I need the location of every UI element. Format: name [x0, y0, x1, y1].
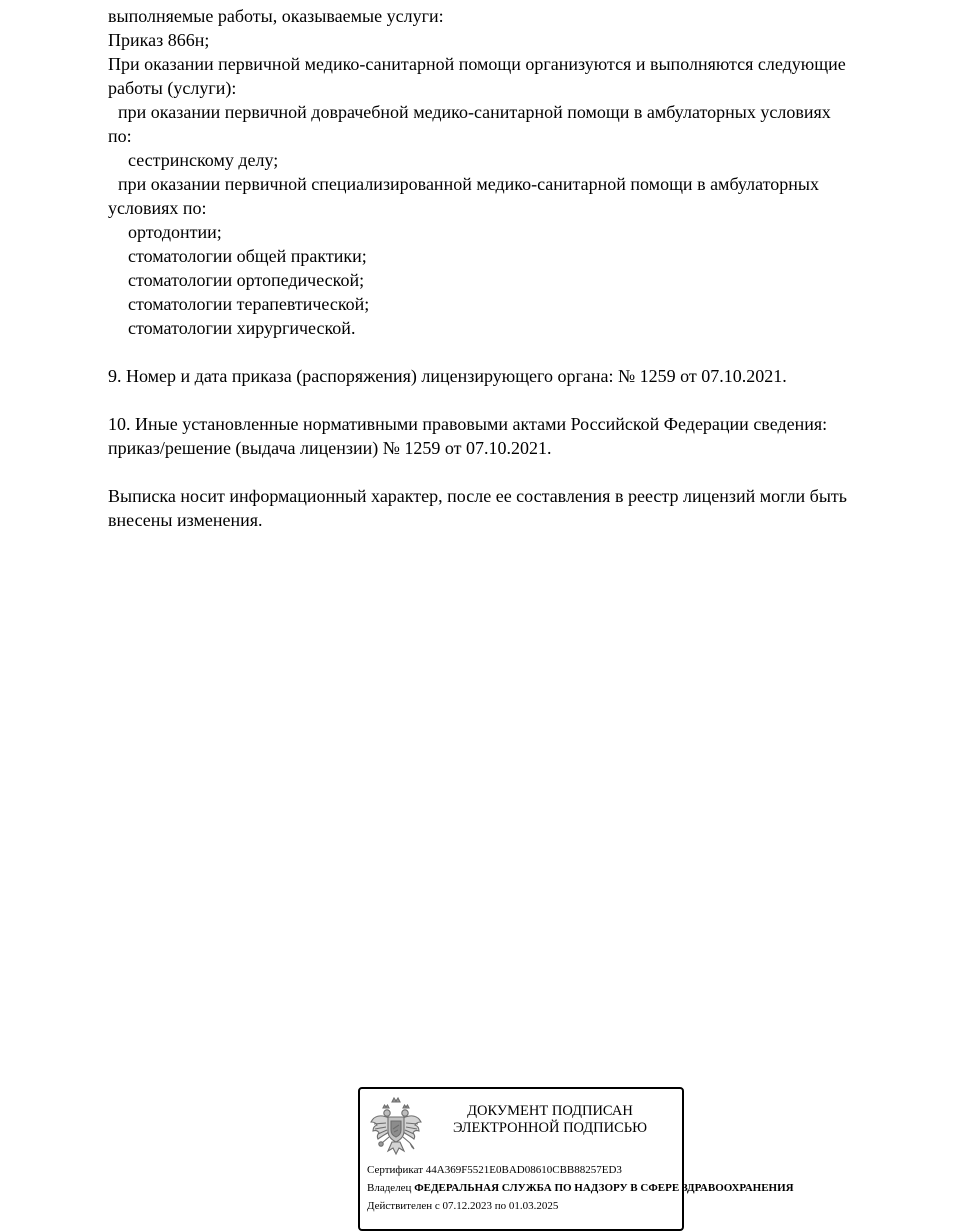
owner-value: ФЕДЕРАЛЬНАЯ СЛУЖБА ПО НАДЗОРУ В СФЕРЕ ЗДРАВООХРАНЕНИЯ — [414, 1182, 794, 1194]
certificate-value: 44A369F5521E0BAD08610CBB88257ED3 — [425, 1164, 622, 1176]
order-reference: Приказ 866н; — [108, 30, 210, 50]
care-type-heading: при оказании первичной специализированной медико-санитарной помощи в амбулаторных — [118, 174, 819, 194]
service-item: ортодонтии; — [128, 222, 222, 242]
disclaimer-line: внесены изменения. — [108, 510, 263, 530]
stamp-title — [430, 1103, 670, 1137]
order-number-date: 9. Номер и дата приказа (распоряжения) лицензирующего органа: № 1259 от 07.10.2021. — [108, 366, 787, 386]
paragraph-gap — [108, 388, 938, 412]
text-line: условиях по: — [108, 198, 207, 218]
service-item: стоматологии общей практики; — [128, 246, 367, 266]
owner-row — [367, 1181, 794, 1195]
certificate-label: Сертификат — [367, 1164, 423, 1176]
disclaimer-line: Выписка носит информационный характер, после ее составления в реестр лицензий могли быть — [108, 486, 848, 506]
paragraph-gap — [108, 340, 938, 364]
service-item: стоматологии хирургической. — [128, 318, 356, 338]
license-extract-text — [108, 4, 938, 532]
stamp-title-line: ЭЛЕКТРОННОЙ ПОДПИСЬЮ — [452, 1120, 648, 1136]
russian-coat-of-arms-icon — [368, 1094, 424, 1158]
other-info-line: приказ/решение (выдача лицензии) № 1259 от 07.10.2021. — [108, 438, 552, 458]
text-line: работы (услуги): — [108, 78, 237, 98]
text-line: При оказании первичной медико-санитарной помощи организуются и выполняются следующие — [108, 54, 846, 74]
care-type-heading: при оказании первичной доврачебной медико-санитарной помощи в амбулаторных условиях — [118, 102, 831, 122]
electronic-signature-stamp — [358, 1087, 794, 1231]
certificate-row — [367, 1163, 622, 1177]
stamp-title-line: ДОКУМЕНТ ПОДПИСАН — [467, 1103, 633, 1119]
text-line: по: — [108, 126, 132, 146]
paragraph-gap — [108, 460, 938, 484]
text-line: выполняемые работы, оказываемые услуги: — [108, 6, 444, 26]
service-item: стоматологии ортопедической; — [128, 270, 365, 290]
owner-label: Владелец — [367, 1182, 412, 1194]
validity-text: Действителен с 07.12.2023 по 01.03.2025 — [367, 1200, 559, 1212]
service-item: сестринскому делу; — [128, 150, 279, 170]
validity-row — [367, 1199, 558, 1213]
service-item: стоматологии терапевтической; — [128, 294, 370, 314]
other-info-line: 10. Иные установленные нормативными правовыми актами Российской Федерации сведения: — [108, 414, 828, 434]
